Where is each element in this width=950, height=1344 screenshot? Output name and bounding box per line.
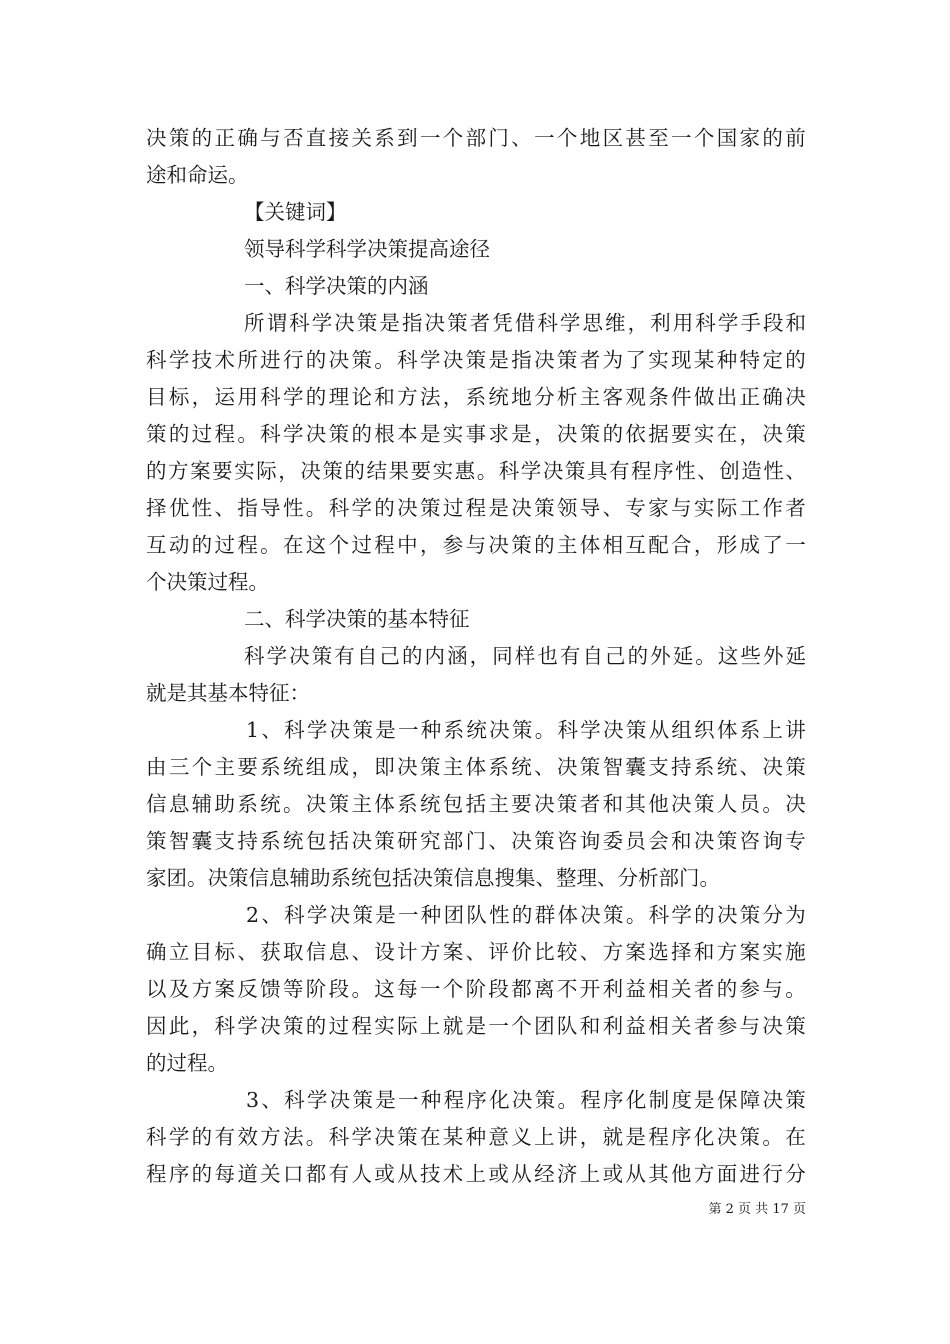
text-line: 就是其基本特征：	[146, 681, 310, 705]
keywords-text: 领导科学科学决策提高途径	[244, 237, 490, 261]
text-line: 确 立 目 标 、 获 取 信 息 、 设 计 方 案 、 评 价 比 较 、 方 案 选 择 和 方 案 实 施	[146, 940, 806, 964]
text-line: 个决策过程。	[146, 570, 269, 594]
text-line: 策 的 过 程 。 科 学 决 策 的 根 本 是 实 事 求 是 ， 决 策 的 依 据 要 实 在 ， 决 策	[146, 422, 806, 446]
document-body	[146, 120, 806, 1193]
text-line: 科 学 技 术 所 进 行 的 决 策 。 科 学 决 策 是 指 决 策 者 为 了 实 现 某 种 特 定 的	[146, 348, 806, 372]
text-line: 3 、 科 学 决 策 是 一 种 程 序 化 决 策 。 程 序 化 制 度 是 保 障 决 策	[246, 1088, 806, 1112]
text-line: 的 方 案 要 实 际 ， 决 策 的 结 果 要 实 惠 。 科 学 决 策 具 有 程 序 性 、 创 造 性 、	[146, 459, 806, 483]
page-number: 第 2 页 共 17 页	[708, 1202, 806, 1217]
text-line: 程 序 的 每 道 关 口 都 有 人 或 从 技 术 上 或 从 经 济 上 或 从 其 他 方 面 进 行 分	[146, 1162, 806, 1186]
text-line: 科 学 的 有 效 方 法 。 科 学 决 策 在 某 种 意 义 上 讲 ， 就 是 程 序 化 决 策 。 在	[146, 1125, 806, 1149]
text-line: 策 智 囊 支 持 系 统 包 括 决 策 研 究 部 门 、 决 策 咨 询 委 员 会 和 决 策 咨 询 专	[146, 829, 806, 853]
keywords-heading: 【关键词】	[244, 200, 347, 224]
text-line: 家团。决策信息辅助系统包括决策信息搜集、整理、分析部门。	[146, 866, 720, 890]
text-line: 由 三 个 主 要 系 统 组 成 ， 即 决 策 主 体 系 统 、 决 策 智 囊 支 持 系 统 、 决 策	[146, 755, 806, 779]
section-heading: 一、科学决策的内涵	[244, 274, 429, 298]
text-line: 互 动 的 过 程 。 在 这 个 过 程 中 ， 参 与 决 策 的 主 体 相 互 配 合 ， 形 成 了 一	[146, 533, 806, 557]
text-line: 的过程。	[146, 1051, 228, 1075]
text-line: 择 优 性 、 指 导 性 。 科 学 的 决 策 过 程 是 决 策 领 导 、 专 家 与 实 际 工 作 者	[146, 496, 806, 520]
section-heading: 二、科学决策的基本特征	[244, 607, 470, 631]
text-line: 目 标 ， 运 用 科 学 的 理 论 和 方 法 ， 系 统 地 分 析 主 客 观 条 件 做 出 正 确 决	[146, 385, 806, 409]
text-line: 因 此 ， 科 学 决 策 的 过 程 实 际 上 就 是 一 个 团 队 和 利 益 相 关 者 参 与 决 策	[146, 1014, 806, 1038]
text-line: 以 及 方 案 反 馈 等 阶 段 。 这 每 一 个 阶 段 都 离 不 开 利 益 相 关 者 的 参 与 。	[146, 977, 806, 1001]
text-line: 2 、 科 学 决 策 是 一 种 团 队 性 的 群 体 决 策 。 科 学 的 决 策 分 为	[246, 903, 806, 927]
text-line: 1 、 科 学 决 策 是 一 种 系 统 决 策 。 科 学 决 策 从 组 织 体 系 上 讲	[246, 718, 806, 742]
text-line: 所 谓 科 学 决 策 是 指 决 策 者 凭 借 科 学 思 维 ， 利 用 科 学 手 段 和	[244, 311, 806, 335]
text-line: 决 策 的 正 确 与 否 直 接 关 系 到 一 个 部 门 、 一 个 地 区 甚 至 一 个 国 家 的 前	[146, 126, 806, 150]
text-line: 途和命运。	[146, 163, 249, 187]
text-line: 信 息 辅 助 系 统 。 决 策 主 体 系 统 包 括 主 要 决 策 者 和 其 他 决 策 人 员 。 决	[146, 792, 806, 816]
text-line: 科 学 决 策 有 自 己 的 内 涵 ， 同 样 也 有 自 己 的 外 延 。 这 些 外 延	[244, 644, 806, 668]
